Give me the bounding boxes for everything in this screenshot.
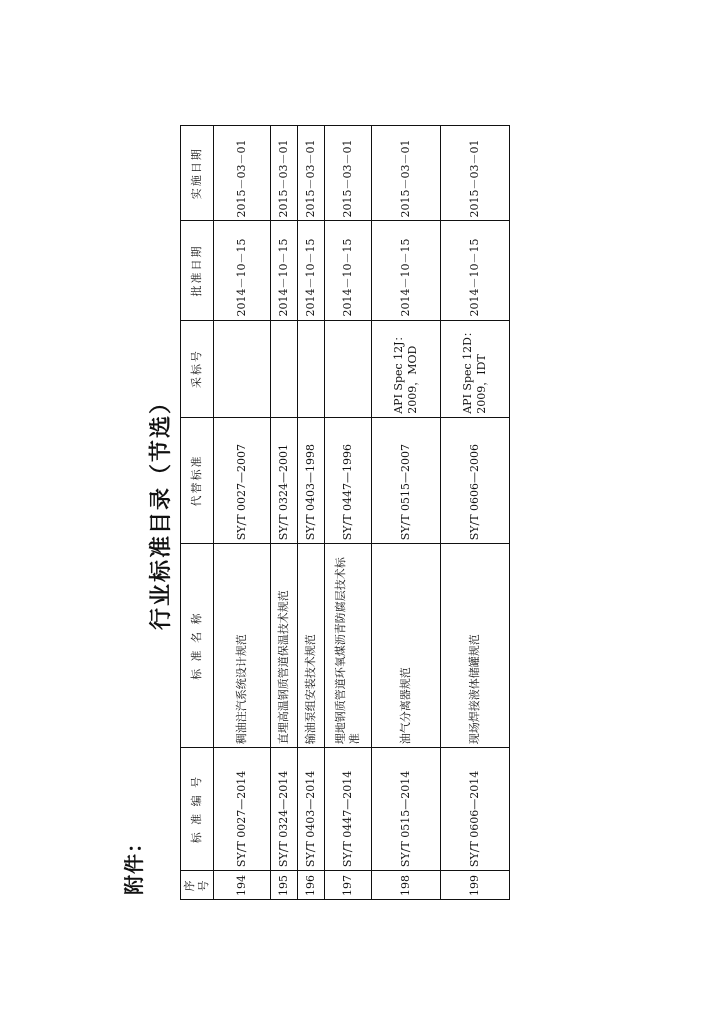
row-approved: 2014－10－15 xyxy=(372,221,441,320)
row-name: 直埋高温钢质管道保温技术规范 xyxy=(271,544,298,748)
row-replaces: SY/T 0027—2007 xyxy=(214,417,271,544)
row-approved: 2014－10－15 xyxy=(214,221,271,320)
row-no: 199 xyxy=(441,871,510,900)
header-effective: 实施日期 xyxy=(181,126,214,221)
table-row xyxy=(298,126,325,900)
row-adopted xyxy=(298,320,325,417)
row-code: SY/T 0027—2014 xyxy=(214,748,271,871)
header-code: 标 准 编 号 xyxy=(181,748,214,871)
row-adopted xyxy=(325,320,372,417)
row-adopted xyxy=(214,320,271,417)
row-approved: 2014－10－15 xyxy=(441,221,510,320)
row-name: 埋地钢质管道环氧煤沥青防腐层技术标准 xyxy=(325,544,372,748)
table-row xyxy=(271,126,298,900)
row-no: 197 xyxy=(325,871,372,900)
row-approved: 2014－10－15 xyxy=(298,221,325,320)
attachment-label: 附件： xyxy=(122,832,146,895)
row-no: 196 xyxy=(298,871,325,900)
row-effective: 2015－03－01 xyxy=(214,126,271,221)
row-effective: 2015－03－01 xyxy=(372,126,441,221)
row-no: 194 xyxy=(214,871,271,900)
row-adopted: API Spec 12D：2009，IDT xyxy=(441,320,510,417)
row-name: 油气分离器规范 xyxy=(372,544,441,748)
row-replaces: SY/T 0515—2007 xyxy=(372,417,441,544)
table-row xyxy=(372,126,441,900)
row-name: 现场焊接液体储罐规范 xyxy=(441,544,510,748)
row-replaces: SY/T 0606—2006 xyxy=(441,417,510,544)
standards-table xyxy=(180,125,510,900)
rotated-page xyxy=(100,80,570,940)
row-code: SY/T 0606—2014 xyxy=(441,748,510,871)
row-replaces: SY/T 0324—2001 xyxy=(271,417,298,544)
row-code: SY/T 0447—2014 xyxy=(325,748,372,871)
row-adopted: API Spec 12J：2009，MOD xyxy=(372,320,441,417)
row-name: 稠油注汽系统设计规范 xyxy=(214,544,271,748)
header-name: 标 准 名 称 xyxy=(181,544,214,748)
table-header-row xyxy=(181,126,214,900)
table-row xyxy=(441,126,510,900)
header-replaces: 代替标准 xyxy=(181,417,214,544)
row-effective: 2015－03－01 xyxy=(298,126,325,221)
row-code: SY/T 0324—2014 xyxy=(271,748,298,871)
table-row xyxy=(214,126,271,900)
header-adopted: 采标号 xyxy=(181,320,214,417)
row-no: 195 xyxy=(271,871,298,900)
row-adopted xyxy=(271,320,298,417)
row-name: 输油泵组安装技术规范 xyxy=(298,544,325,748)
row-approved: 2014－10－15 xyxy=(271,221,298,320)
header-no: 序号 xyxy=(181,871,214,900)
row-effective: 2015－03－01 xyxy=(441,126,510,221)
page-title: 行业标准目录（节选） xyxy=(149,390,174,631)
row-effective: 2015－03－01 xyxy=(325,126,372,221)
row-code: SY/T 0515—2014 xyxy=(372,748,441,871)
row-replaces: SY/T 0447—1996 xyxy=(325,417,372,544)
row-replaces: SY/T 0403—1998 xyxy=(298,417,325,544)
row-code: SY/T 0403—2014 xyxy=(298,748,325,871)
header-approved: 批准日期 xyxy=(181,221,214,320)
row-effective: 2015－03－01 xyxy=(271,126,298,221)
table-row xyxy=(325,126,372,900)
row-approved: 2014－10－15 xyxy=(325,221,372,320)
row-no: 198 xyxy=(372,871,441,900)
